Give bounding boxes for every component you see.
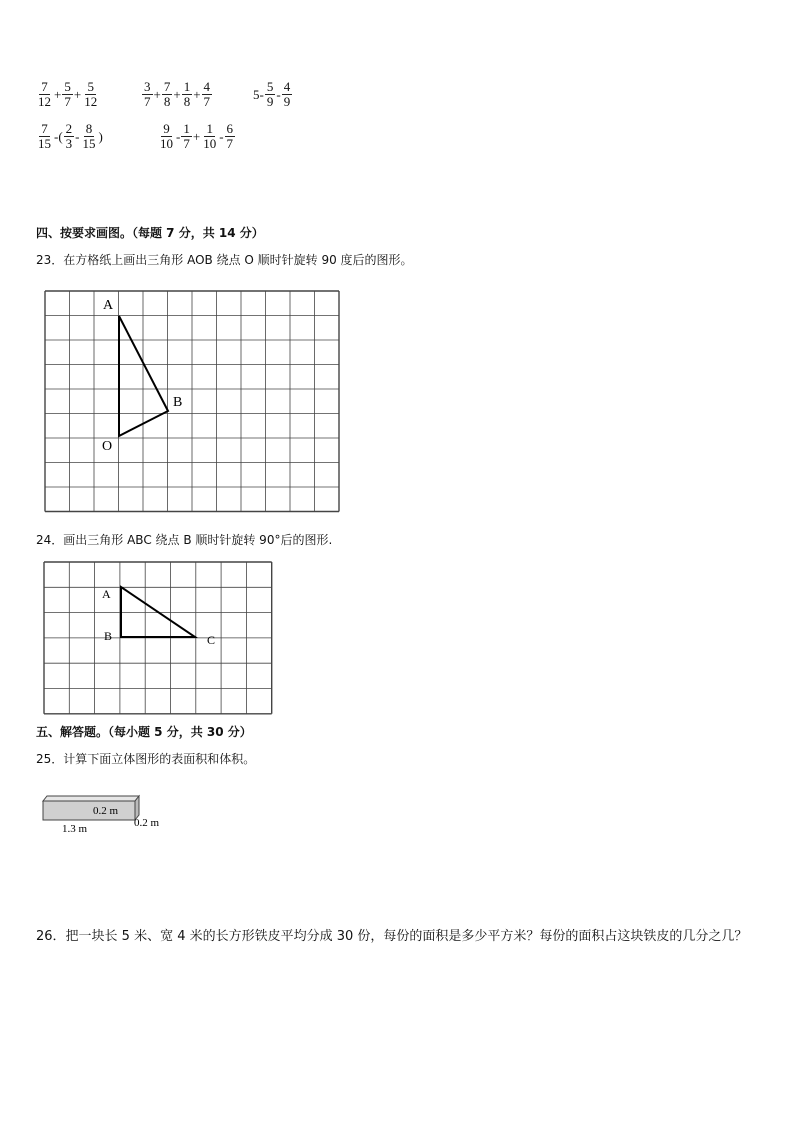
fraction: $\frac{9}{10}$: [160, 121, 173, 151]
question-26-text: 26．把一块长 5 米、宽 4 米的长方形铁皮平均分成 30 份，每份的面积是多少平方米？每份的面积占这块铁皮的几分之几？: [36, 929, 748, 944]
label-a: A: [103, 298, 114, 313]
label-a: A: [102, 587, 111, 601]
grid-23: [30, 282, 350, 514]
section-5-title: 五、解答题。（每小题 5 分，共 30 分）: [36, 725, 252, 739]
label-top-dim: 0.2 m: [93, 805, 119, 817]
fraction: $\frac{4}{7}$: [203, 79, 211, 109]
section-4-title: 四、按要求画图。（每题 7 分，共 14 分）: [36, 226, 264, 240]
triangle-aob: [119, 316, 168, 436]
triangle-abc: [121, 587, 195, 637]
fraction: $\frac{7}{15}$: [38, 121, 51, 151]
fraction: $\frac{3}{7}$: [144, 79, 151, 109]
question-25-text: 25．计算下面立体图形的表面积和体积。: [36, 752, 256, 766]
grid-lines: [45, 291, 339, 512]
fraction: $\frac{2}{3}$: [65, 121, 73, 151]
label-o: O: [102, 439, 113, 454]
cuboid-figure: [38, 790, 198, 840]
fraction: $\frac{5}{9}$: [266, 79, 274, 109]
cuboid-top-face: [43, 796, 139, 801]
question-23-text: 23．在方格纸上画出三角形 AOB 绕点 O 顺时针旋转 90 度后的图形。: [36, 253, 413, 267]
expression-1: $\frac{7}{12}$ + $\frac{5}{7}$ + $\frac{5}{12}$: [38, 79, 98, 109]
expression-5: $\frac{9}{10}$ - $\frac{1}{7}$ + $\frac{1}{10}$ - $\frac{6}{7}$: [160, 121, 234, 151]
question-24-text: 24．画出三角形 ABC 绕点 B 顺时针旋转 90°后的图形.: [36, 533, 333, 547]
label-side-dim: 0.2 m: [134, 817, 160, 829]
label-b: B: [173, 395, 183, 410]
fraction: $\frac{1}{8}$: [183, 79, 191, 109]
fraction: $\frac{7}{12}$: [38, 79, 51, 109]
fraction: $\frac{1}{10}$: [203, 121, 217, 151]
fraction: $\frac{8}{15}$: [82, 121, 96, 151]
grid-24: [38, 556, 278, 720]
label-length-dim: 1.3 m: [62, 823, 88, 835]
expression-4: $\frac{7}{15}$ -( $\frac{2}{3}$ - $\frac{8}{15}$ ): [38, 121, 103, 151]
label-c: C: [207, 633, 216, 647]
fraction: $\frac{7}{8}$: [163, 79, 171, 109]
fraction: $\frac{4}{9}$: [283, 79, 291, 109]
fraction: $\frac{1}{7}$: [183, 121, 190, 151]
fraction: $\frac{6}{7}$: [226, 121, 234, 151]
expression-3: 5- $\frac{5}{9}$ - $\frac{4}{9}$: [253, 79, 291, 109]
label-b: B: [104, 629, 113, 643]
fraction: $\frac{5}{7}$: [64, 79, 71, 109]
cuboid-front-face: [43, 801, 135, 820]
expression-2: $\frac{3}{7}$ + $\frac{7}{8}$ + $\frac{1}{8}$ + $\frac{4}{7}$: [144, 79, 211, 109]
fraction: $\frac{5}{12}$: [84, 79, 98, 109]
